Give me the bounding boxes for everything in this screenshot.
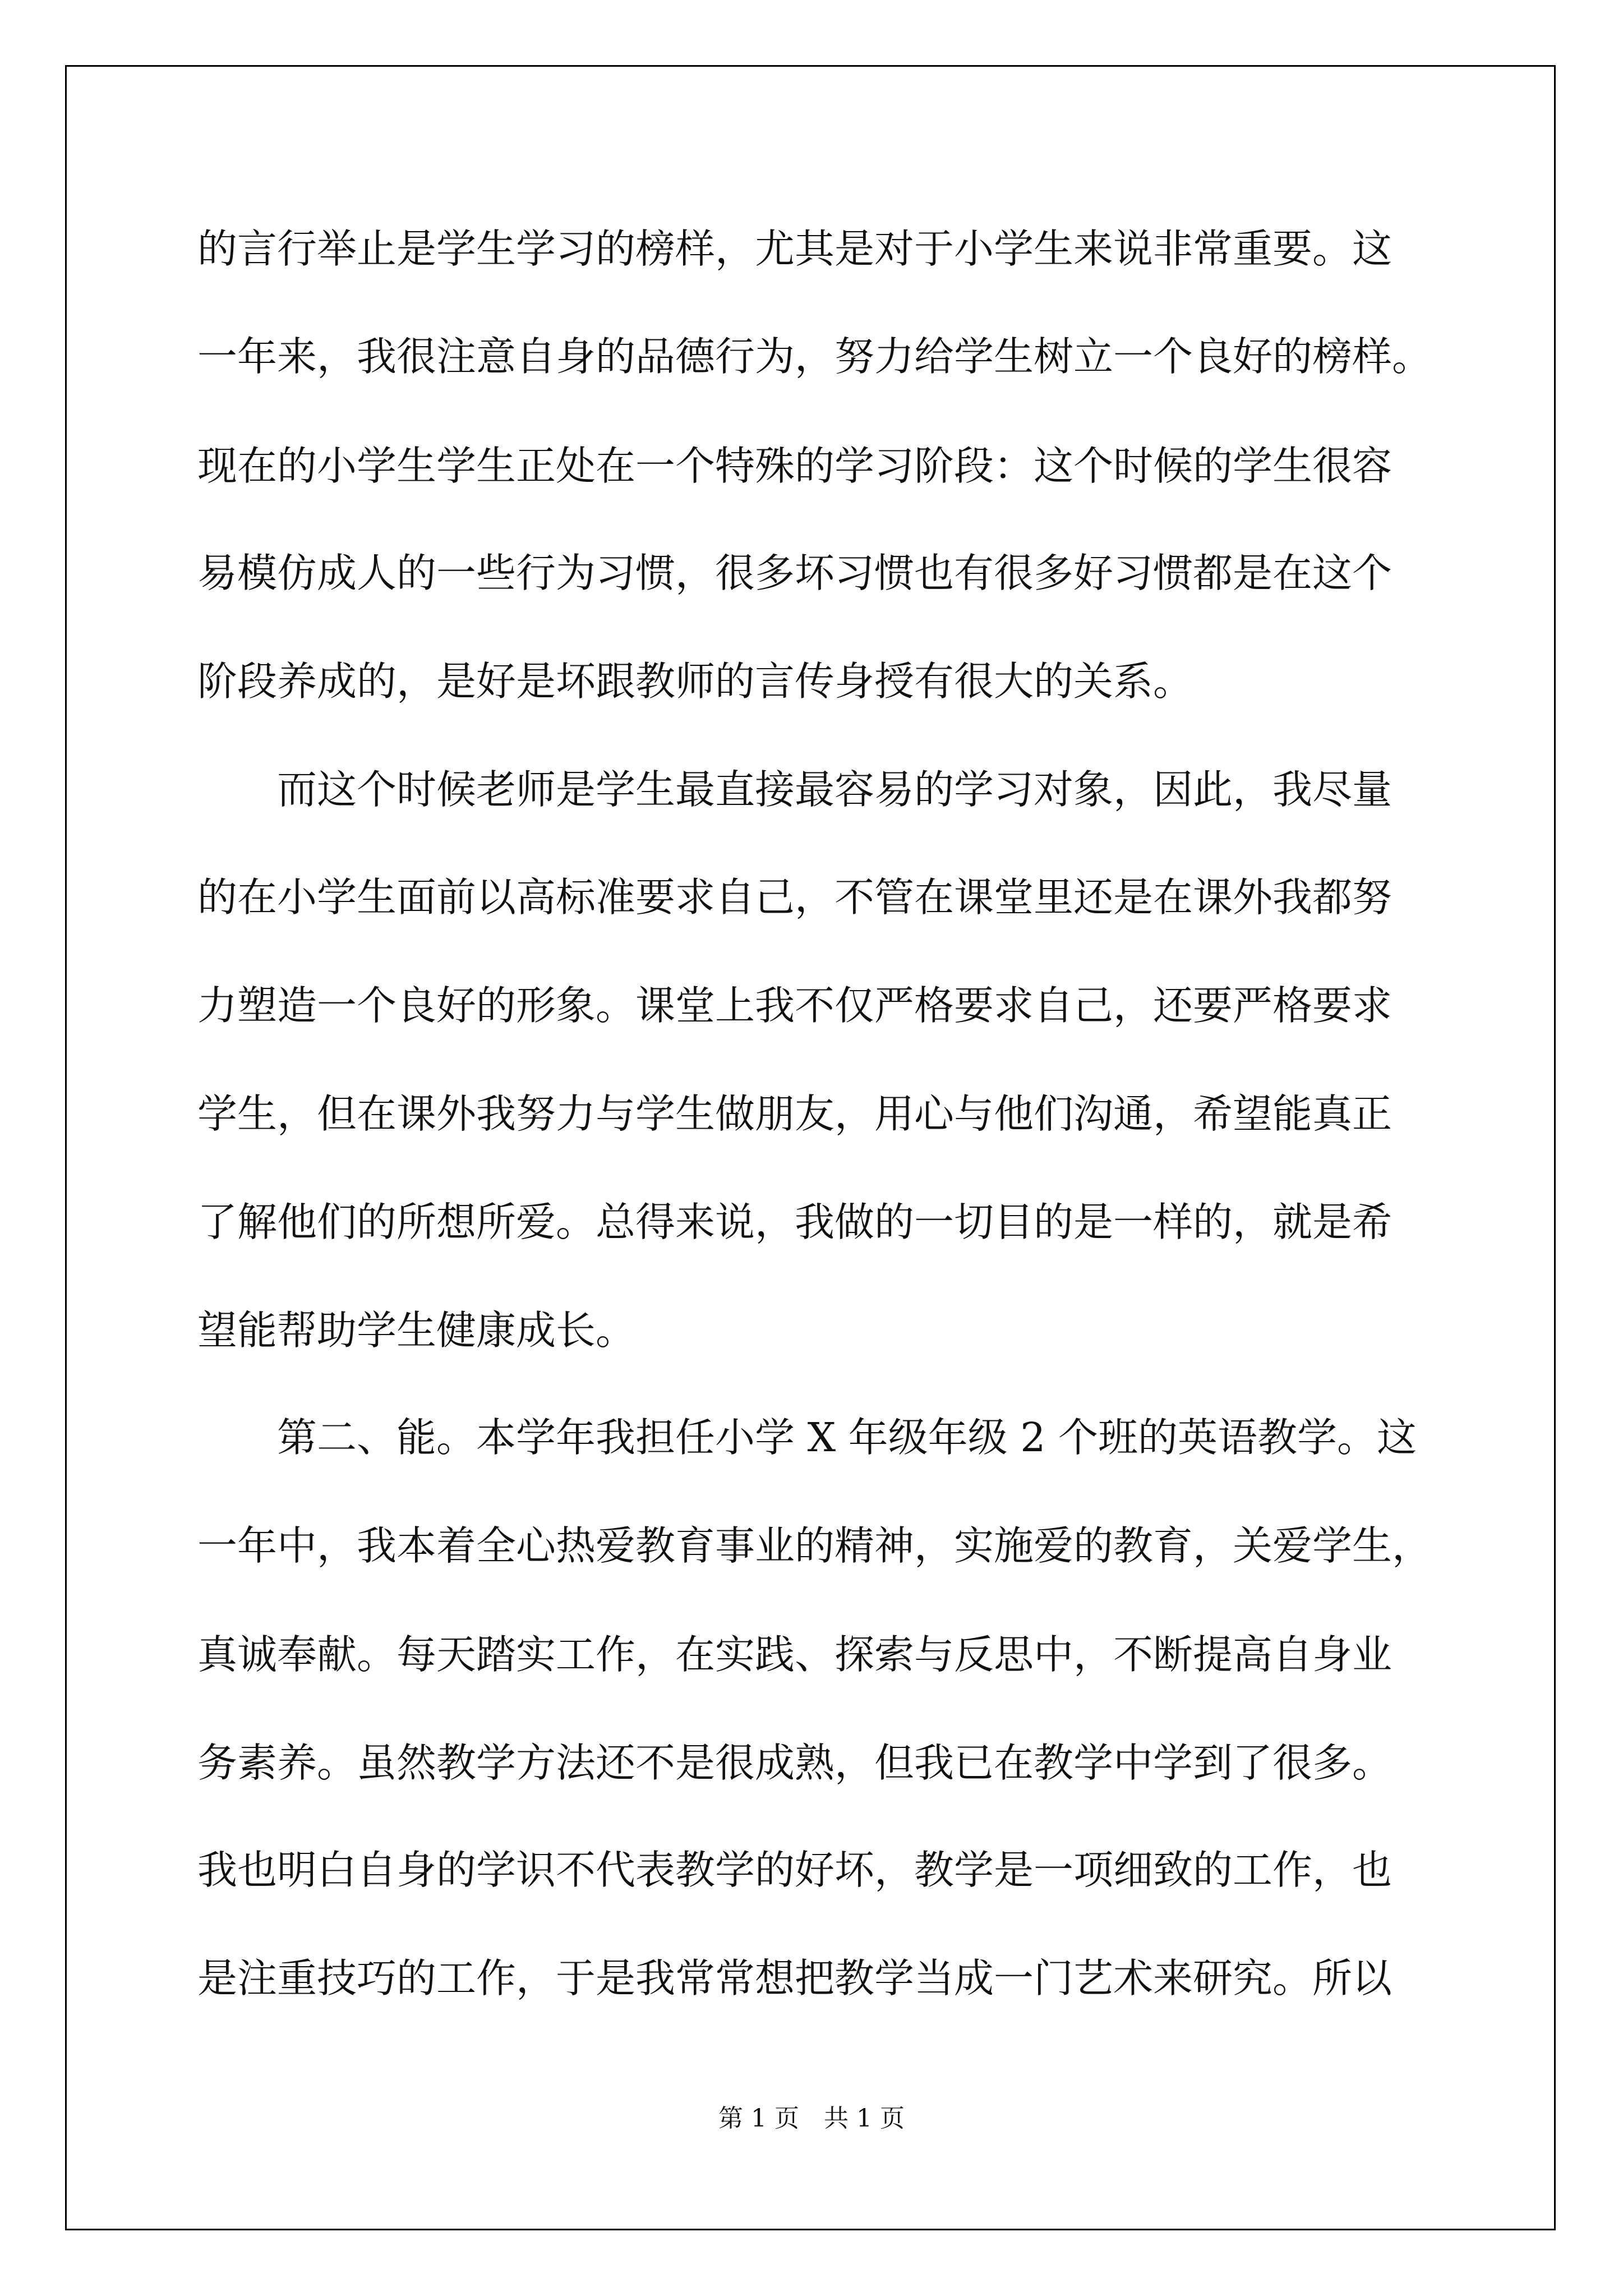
text-line: 的在小学生面前以高标准要求自己，不管在课堂里还是在课外我都努 xyxy=(197,874,1393,921)
page-footer xyxy=(0,2102,1623,2136)
text-line: 我也明白自身的学识不代表教学的好坏，教学是一项细致的工作，也 xyxy=(197,1847,1393,1893)
text-line: 一年来，我很注意自身的品德行为，努力给学生树立一个良好的榜样。 xyxy=(197,333,1432,380)
page-total: 共 1 页 xyxy=(824,2104,905,2133)
text-line: 务素养。虽然教学方法还不是很成熟，但我已在教学中学到了很多。 xyxy=(197,1740,1393,1786)
text-line: 一年中，我本着全心热爱教育事业的精神，实施爱的教育，关爱学生， xyxy=(197,1522,1432,1569)
text-line: 的言行举止是学生学习的榜样，尤其是对于小学生来说非常重要。这 xyxy=(197,226,1393,272)
text-line: 望能帮助学生健康成长。 xyxy=(197,1307,636,1354)
page-number: 第 1 页 xyxy=(718,2104,799,2133)
text-line: 阶段养成的，是好是坏跟教师的言传身授有很大的关系。 xyxy=(197,658,1193,705)
paragraph-first-line: 而这个时候老师是学生最直接最容易的学习对象，因此，我尽量 xyxy=(277,766,1393,813)
text-line: 真诚奉献。每天踏实工作，在实践、探索与反思中，不断提高自身业 xyxy=(197,1631,1393,1678)
text-line: 是注重技巧的工作，于是我常常想把教学当成一门艺术来研究。所以 xyxy=(197,1955,1393,2001)
text-line: 了解他们的所想所爱。总得来说，我做的一切目的是一样的，就是希 xyxy=(197,1199,1393,1245)
text-line: 学生，但在课外我努力与学生做朋友，用心与他们沟通，希望能真正 xyxy=(197,1091,1393,1137)
text-line: 易模仿成人的一些行为习惯，很多坏习惯也有很多好习惯都是在这个 xyxy=(197,550,1393,596)
text-line: 力塑造一个良好的形象。课堂上我不仅严格要求自己，还要严格要求 xyxy=(197,982,1393,1029)
text-line: 现在的小学生学生正处在一个特殊的学习阶段：这个时候的学生很容 xyxy=(197,443,1393,489)
paragraph-first-line: 第二、能。本学年我担任小学 X 年级年级 2 个班的英语教学。这 xyxy=(277,1414,1417,1461)
